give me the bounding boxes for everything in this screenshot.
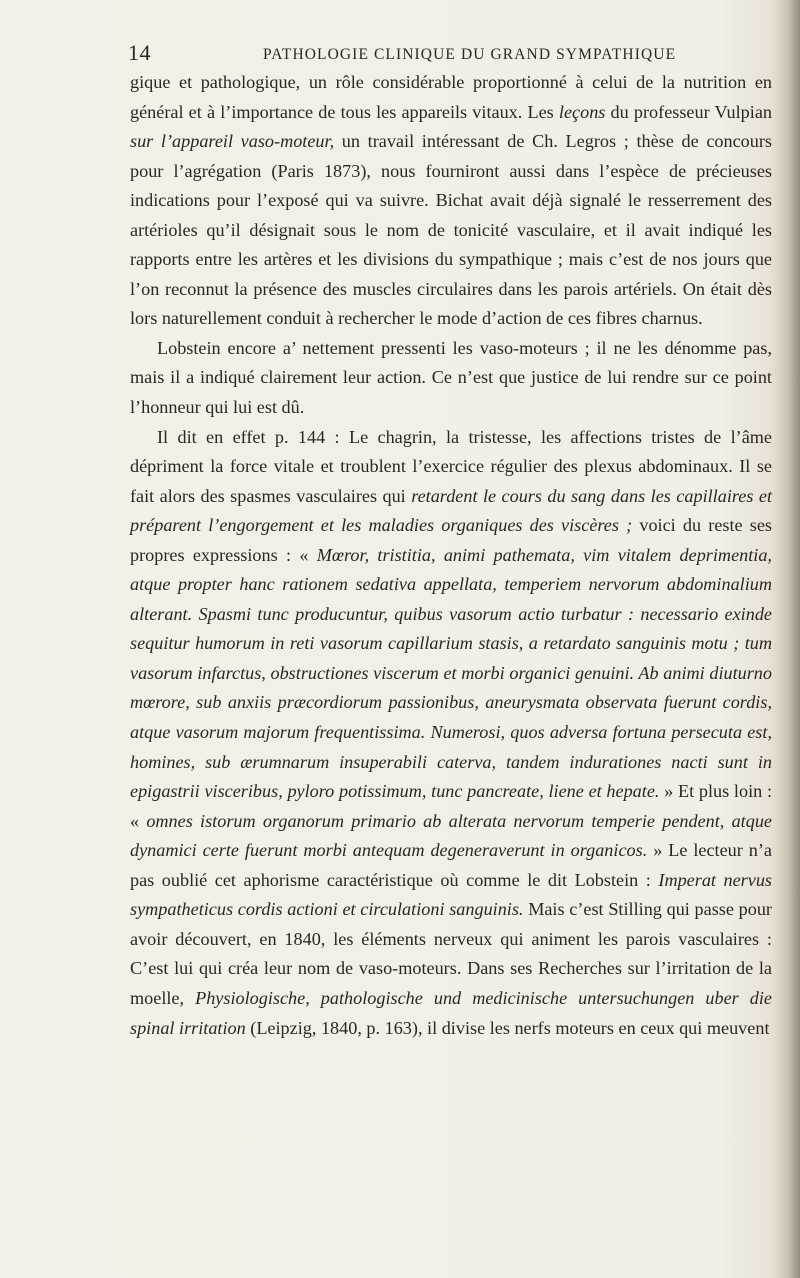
paragraph bbox=[130, 334, 772, 423]
page-header bbox=[128, 40, 768, 68]
text-run: un travail intéressant de Ch. Legros ; thèse de concours pour l’agrégation (Paris 1873), nous fourniront aussi dans l’espèce de précieuses indications pour l’exposé qui va suivre. Bichat avait déjà signalé le resserrement des artérioles qu’il désignait sous le nom de tonicité vasculaire, et il avait indiqué les rapports entre les artères et les divisions du sympathique ; mais c’est de nos jours que l’on reconnut la présence des muscles circulaires dans les parois artériels. On était dès lors naturellement conduit à rechercher le mode d’action de ces fibres charnus. bbox=[130, 131, 772, 329]
paragraph bbox=[130, 68, 772, 334]
running-title: PATHOLOGIE CLINIQUE DU GRAND SYMPATHIQUE bbox=[263, 46, 677, 63]
text-run: Il dit en effet p. 144 : Le chagrin, la tristesse, les affections tristes de l’âme dépriment la force vitale et troublent l’exercice régulier des plexus abdominaux. Il se fait alors des spasmes vasculaires qui bbox=[130, 426, 772, 506]
page-edge-shadow bbox=[774, 0, 800, 1278]
text-run: du professeur Vulpian bbox=[605, 101, 772, 122]
italic-text: Mœror, tristitia, animi pathemata, vim vitalem deprimentia, atque propter hanc rationem sedativa appellata, temperiem nervorum abdominalium alterant. Spasmi tunc producuntur, quibus vasorum actio turbatur : necessario exinde sequitur humorum in reti vasorum capillarium stasis, a retardato sanguinis motu ; tum vasorum infarctus, obstructiones viscerum et morbi organici genuini. Ab animi diuturno mœrore, sub anxiis præcordiorum passionibus, aneurysmata observata fuerunt cordis, atque vasorum majorum frequentissima. Numerosi, quos adversa fortuna persecuta est, homines, sub ærumnarum insuperabili caterva, tandem indurationes nacti sunt in epigastrii visceribus, pyloro potissimum, tunc pancreate, liene et hepate. bbox=[130, 544, 772, 802]
paragraph bbox=[130, 423, 772, 1043]
italic-text: sur l’appareil vaso-moteur, bbox=[130, 131, 335, 152]
text-run: Lobstein encore a’ nettement pressenti les vaso-moteurs ; il ne les dénomme pas, mais il a indiqué clairement leur action. Ce n’est que justice de lui rendre sur ce point l’honneur qui lui est dû. bbox=[130, 337, 772, 418]
text-run: Mais c’est Stilling qui passe pour avoir découvert, en 1840, les éléments nerveux qui animent les parois vasculaires : C’est lui qui créa leur nom de vaso-moteurs. Dans ses Recherches sur l’irritation de la moelle, bbox=[130, 899, 772, 1008]
text-run: voici du reste ses propres expressions : « bbox=[130, 515, 772, 565]
text-run: (Leipzig, 1840, p. 163), il divise les nerfs moteurs en ceux qui meuvent bbox=[245, 1017, 770, 1038]
italic-text: Imperat nervus sympatheticus cordis actioni et circulationi sanguinis. bbox=[130, 869, 773, 920]
page-number: 14 bbox=[128, 40, 151, 65]
text-run: » Le lecteur n’a pas oublié cet aphorisme caractéristique où comme le dit Lobstein : bbox=[130, 840, 772, 890]
text-run: gique et pathologique, un rôle considérable proportionné à celui de la nutrition en général et à l’importance de tous les appareils vitaux. Les bbox=[130, 72, 772, 122]
body-text bbox=[130, 68, 772, 1043]
italic-text: Physiologische, pathologische und medicinische untersuchungen uber die spinal irritation bbox=[130, 987, 773, 1038]
italic-text: leçons bbox=[558, 101, 606, 122]
italic-text: retardent le cours du sang dans les capillaires et préparent l’engorgement et les maladies organiques des viscères ; bbox=[130, 485, 772, 536]
text-run: » Et plus loin : « bbox=[130, 781, 773, 831]
italic-text: omnes istorum organorum primario ab alterata nervorum temperie pendent, atque dynamici certe fuerunt morbi antequam degeneraverunt in organicos. bbox=[130, 810, 772, 861]
